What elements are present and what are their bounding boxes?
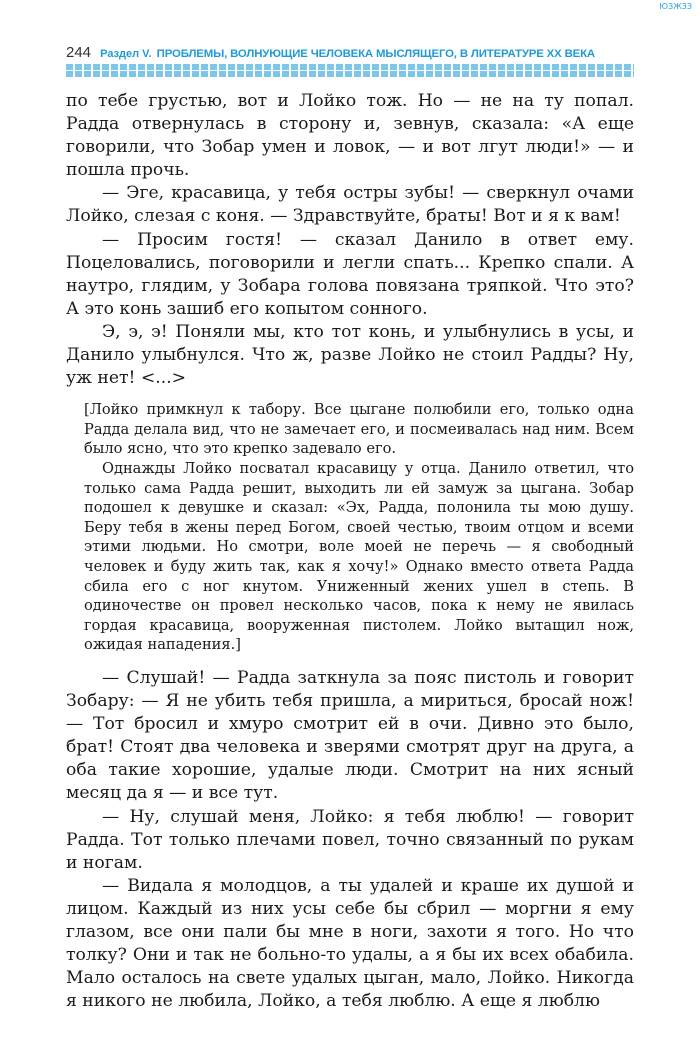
paragraph: Э, э, э! Поняли мы, кто тот конь, и улыбнулись в усы, и Данило улыбнулся. Что ж, разве Лойко не стоил Радды? Ну, уж нет! <...> <box>66 321 634 389</box>
section-label: Раздел V. <box>100 48 152 60</box>
running-header <box>66 42 634 62</box>
paragraph: — Просим гостя! — сказал Данило в ответ ему. Поцеловались, поговорили и легли спать... Крепко спали. А наутро, глядим, у Зобара голова повязана тряпкой. Что это? А это конь зашиб его копытом сонного. <box>66 229 634 319</box>
summary-block <box>66 400 634 655</box>
body-section-bottom <box>66 667 634 1013</box>
summary-paragraph: Однажды Лойко посватал красавицу у отца. Данило ответил, что только сама Радда решит, выходить ли ей замуж за цыгана. Зобар подошел к девушке и сказал: «Эх, Радда, полонила ты мою душу. Беру тебя в жены перед Богом, своей честью, твоим отцом и всеми этими людьми. Но смотри, воле моей не перечь — я свободный человек и буду жить так, как я хочу!» Однако вместо ответа Радда сбила его с ног кнутом. Униженный жених ушел в степь. В одиночестве он провел несколько часов, пока к нему не явилась гордая красавица, вооруженная пистолем. Лойко вытащил нож, ожидая нападения.] <box>84 460 634 654</box>
section-title: ПРОБЛЕМЫ, ВОЛНУЮЩИЕ ЧЕЛОВЕКА МЫСЛЯЩЕГО, В ЛИТЕРАТУРЕ XX ВЕКА <box>156 48 595 60</box>
paragraph: — Эге, красавица, у тебя остры зубы! — сверкнул очами Лойко, слезая с коня. — Здравствуйте, браты! Вот и я к вам! <box>66 183 634 227</box>
page-body <box>66 90 634 1013</box>
paragraph: — Ну, слушай меня, Лойко: я тебя люблю! — говорит Радда. Тот только плечами повел, точно связанный по рукам и ногам. <box>66 806 634 873</box>
header-decoration-line <box>66 71 634 77</box>
page-number: 244 <box>66 44 92 61</box>
corner-mark: ЮЗЖЗЗ <box>659 2 692 11</box>
body-section-top <box>66 90 634 390</box>
header-decoration-line <box>66 64 634 70</box>
paragraph: по тебе грустью, вот и Лойко тож. Но — не на ту попал. Радда отвернулась в сторону и, зевнув, сказала: «А еще говорили, что Зобар умен и ловок, — и вот лгут люди!» — и пошла прочь. <box>66 91 634 181</box>
paragraph: — Видала я молодцов, а ты удалей и краше их душой и лицом. Каждый из них усы себе бы сбрил — моргни я ему глазом, все они пали бы мне в ноги, захоти я того. Но что толку? Они и так не больно-то удалы, а я бы их всех обабила. Мало осталось на свете удалых цыган, мало, Лойко. Никогда я никого не любила, Лойко, а тебя люблю. А еще я люблю <box>66 875 634 1012</box>
paragraph: — Слушай! — Радда заткнула за пояс пистоль и говорит Зобару: — Я не убить тебя пришла, а мириться, бросай нож! — Тот бросил и хмуро смотрит ей в очи. Дивно это было, брат! Стоят два человека и зверями смотрят друг на друга, а оба такие хорошие, удалые люди. Смотрит на них ясный месяц да я — и все тут. <box>66 667 634 804</box>
summary-paragraph: [Лойко примкнул к табору. Все цыгане полюбили его, только одна Радда делала вид, что не замечает его, и посмеивалась над ним. Всем было ясно, что это крепко задевало его. <box>84 401 634 458</box>
